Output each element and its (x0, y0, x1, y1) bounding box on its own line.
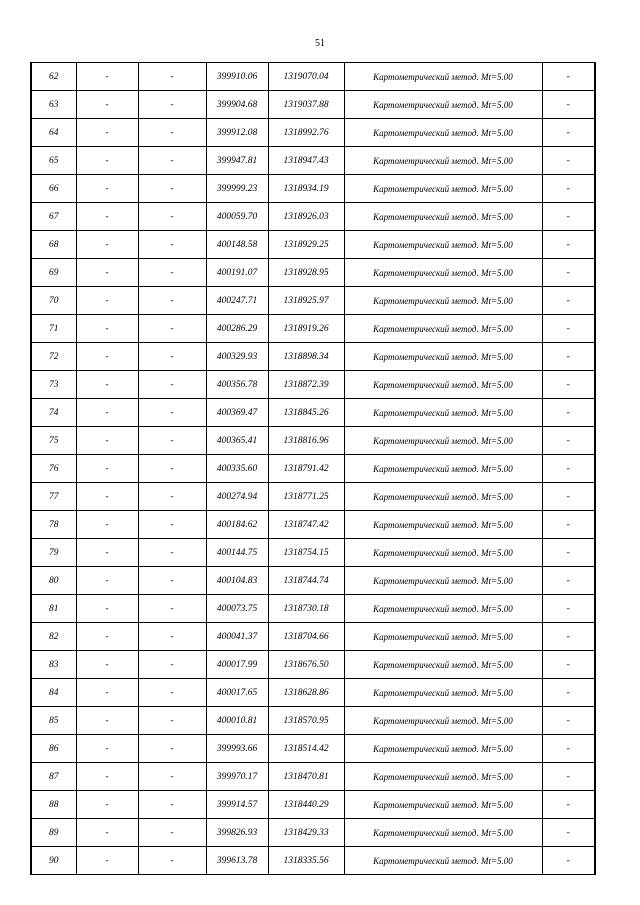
cell-x-coordinate: 400286.29 (206, 315, 268, 343)
cell-col-3: - (138, 595, 206, 623)
cell-point-number: 84 (32, 679, 76, 707)
table-row (32, 539, 594, 567)
cell-col-3: - (138, 371, 206, 399)
cell-y-coordinate: 1318928.95 (268, 259, 344, 287)
cell-method: Картометрический метод. Mt=5.00 (344, 847, 542, 875)
cell-y-coordinate: 1318925.97 (268, 287, 344, 315)
table-row (32, 595, 594, 623)
table-row (32, 287, 594, 315)
cell-col-7: - (542, 315, 594, 343)
cell-col-7: - (542, 455, 594, 483)
cell-col-3: - (138, 735, 206, 763)
cell-point-number: 64 (32, 119, 76, 147)
cell-col-3: - (138, 63, 206, 91)
cell-x-coordinate: 400017.99 (206, 651, 268, 679)
cell-method: Картометрический метод. Mt=5.00 (344, 819, 542, 847)
cell-point-number: 70 (32, 287, 76, 315)
cell-col-3: - (138, 483, 206, 511)
cell-y-coordinate: 1318747.42 (268, 511, 344, 539)
table-row (32, 147, 594, 175)
coordinates-table-container (30, 62, 596, 875)
cell-method: Картометрический метод. Mt=5.00 (344, 259, 542, 287)
cell-method: Картометрический метод. Mt=5.00 (344, 707, 542, 735)
cell-method: Картометрический метод. Mt=5.00 (344, 735, 542, 763)
cell-point-number: 66 (32, 175, 76, 203)
cell-method: Картометрический метод. Mt=5.00 (344, 539, 542, 567)
cell-col-7: - (542, 539, 594, 567)
cell-x-coordinate: 399999.23 (206, 175, 268, 203)
table-row (32, 427, 594, 455)
cell-y-coordinate: 1318771.25 (268, 483, 344, 511)
table-row (32, 679, 594, 707)
cell-x-coordinate: 400329.93 (206, 343, 268, 371)
cell-point-number: 62 (32, 63, 76, 91)
cell-y-coordinate: 1318872.39 (268, 371, 344, 399)
cell-col-3: - (138, 231, 206, 259)
cell-col-3: - (138, 203, 206, 231)
cell-method: Картометрический метод. Mt=5.00 (344, 455, 542, 483)
cell-x-coordinate: 399826.93 (206, 819, 268, 847)
cell-col-2: - (76, 315, 138, 343)
cell-col-2: - (76, 231, 138, 259)
table-row (32, 623, 594, 651)
cell-col-3: - (138, 91, 206, 119)
cell-x-coordinate: 400148.58 (206, 231, 268, 259)
cell-col-2: - (76, 91, 138, 119)
cell-y-coordinate: 1318898.34 (268, 343, 344, 371)
cell-point-number: 88 (32, 791, 76, 819)
cell-method: Картометрический метод. Mt=5.00 (344, 63, 542, 91)
cell-y-coordinate: 1318744.74 (268, 567, 344, 595)
table-row (32, 651, 594, 679)
cell-point-number: 71 (32, 315, 76, 343)
cell-x-coordinate: 400073.75 (206, 595, 268, 623)
cell-y-coordinate: 1318992.76 (268, 119, 344, 147)
cell-col-3: - (138, 763, 206, 791)
cell-col-7: - (542, 231, 594, 259)
cell-col-7: - (542, 259, 594, 287)
cell-x-coordinate: 399904.68 (206, 91, 268, 119)
table-row (32, 819, 594, 847)
cell-col-7: - (542, 707, 594, 735)
cell-col-2: - (76, 623, 138, 651)
cell-x-coordinate: 399910.06 (206, 63, 268, 91)
cell-col-3: - (138, 343, 206, 371)
cell-y-coordinate: 1318676.50 (268, 651, 344, 679)
cell-x-coordinate: 400247.71 (206, 287, 268, 315)
cell-col-2: - (76, 679, 138, 707)
cell-col-7: - (542, 399, 594, 427)
cell-col-3: - (138, 287, 206, 315)
cell-col-2: - (76, 651, 138, 679)
cell-method: Картометрический метод. Mt=5.00 (344, 427, 542, 455)
cell-x-coordinate: 400369.47 (206, 399, 268, 427)
table-row (32, 791, 594, 819)
cell-col-2: - (76, 203, 138, 231)
cell-col-7: - (542, 567, 594, 595)
cell-y-coordinate: 1318628.86 (268, 679, 344, 707)
cell-y-coordinate: 1318704.66 (268, 623, 344, 651)
cell-x-coordinate: 400059.70 (206, 203, 268, 231)
cell-x-coordinate: 399912.08 (206, 119, 268, 147)
cell-x-coordinate: 400335.60 (206, 455, 268, 483)
cell-point-number: 67 (32, 203, 76, 231)
cell-col-2: - (76, 735, 138, 763)
cell-method: Картометрический метод. Mt=5.00 (344, 679, 542, 707)
cell-col-7: - (542, 287, 594, 315)
table-row (32, 399, 594, 427)
cell-col-7: - (542, 427, 594, 455)
table-row (32, 371, 594, 399)
cell-method: Картометрический метод. Mt=5.00 (344, 175, 542, 203)
cell-method: Картометрический метод. Mt=5.00 (344, 623, 542, 651)
cell-col-3: - (138, 427, 206, 455)
cell-point-number: 83 (32, 651, 76, 679)
cell-y-coordinate: 1318816.96 (268, 427, 344, 455)
cell-col-7: - (542, 147, 594, 175)
cell-point-number: 87 (32, 763, 76, 791)
cell-x-coordinate: 399613.78 (206, 847, 268, 875)
cell-col-7: - (542, 623, 594, 651)
cell-method: Картометрический метод. Mt=5.00 (344, 119, 542, 147)
cell-col-2: - (76, 819, 138, 847)
cell-method: Картометрический метод. Mt=5.00 (344, 595, 542, 623)
cell-col-2: - (76, 343, 138, 371)
cell-y-coordinate: 1318470.81 (268, 763, 344, 791)
cell-col-3: - (138, 847, 206, 875)
cell-point-number: 76 (32, 455, 76, 483)
cell-method: Картометрический метод. Mt=5.00 (344, 315, 542, 343)
cell-method: Картометрический метод. Mt=5.00 (344, 483, 542, 511)
table-row (32, 847, 594, 875)
cell-col-3: - (138, 175, 206, 203)
table-row (32, 63, 594, 91)
cell-method: Картометрический метод. Mt=5.00 (344, 567, 542, 595)
cell-col-2: - (76, 763, 138, 791)
cell-col-2: - (76, 483, 138, 511)
cell-point-number: 72 (32, 343, 76, 371)
cell-point-number: 75 (32, 427, 76, 455)
cell-col-7: - (542, 371, 594, 399)
cell-col-3: - (138, 259, 206, 287)
cell-col-7: - (542, 119, 594, 147)
cell-method: Картометрический метод. Mt=5.00 (344, 343, 542, 371)
cell-y-coordinate: 1318947.43 (268, 147, 344, 175)
cell-col-7: - (542, 203, 594, 231)
cell-point-number: 78 (32, 511, 76, 539)
cell-col-2: - (76, 399, 138, 427)
cell-col-3: - (138, 455, 206, 483)
cell-col-2: - (76, 175, 138, 203)
cell-method: Картометрический метод. Mt=5.00 (344, 231, 542, 259)
cell-col-7: - (542, 483, 594, 511)
cell-x-coordinate: 400274.94 (206, 483, 268, 511)
cell-point-number: 69 (32, 259, 76, 287)
cell-method: Картометрический метод. Mt=5.00 (344, 203, 542, 231)
cell-y-coordinate: 1318754.15 (268, 539, 344, 567)
cell-y-coordinate: 1319070.04 (268, 63, 344, 91)
table-row (32, 707, 594, 735)
cell-x-coordinate: 400010.81 (206, 707, 268, 735)
table-row (32, 315, 594, 343)
coordinates-table (32, 63, 594, 874)
cell-col-2: - (76, 259, 138, 287)
cell-x-coordinate: 400104.83 (206, 567, 268, 595)
cell-point-number: 74 (32, 399, 76, 427)
cell-col-2: - (76, 511, 138, 539)
cell-x-coordinate: 400017.65 (206, 679, 268, 707)
cell-col-7: - (542, 343, 594, 371)
cell-y-coordinate: 1318791.42 (268, 455, 344, 483)
cell-col-7: - (542, 819, 594, 847)
cell-y-coordinate: 1319037.88 (268, 91, 344, 119)
table-row (32, 735, 594, 763)
cell-point-number: 65 (32, 147, 76, 175)
cell-y-coordinate: 1318335.56 (268, 847, 344, 875)
table-row (32, 203, 594, 231)
cell-x-coordinate: 399914.57 (206, 791, 268, 819)
cell-point-number: 81 (32, 595, 76, 623)
cell-y-coordinate: 1318919.26 (268, 315, 344, 343)
cell-x-coordinate: 400356.78 (206, 371, 268, 399)
cell-col-3: - (138, 511, 206, 539)
cell-y-coordinate: 1318429.33 (268, 819, 344, 847)
cell-point-number: 77 (32, 483, 76, 511)
cell-col-3: - (138, 539, 206, 567)
cell-method: Картометрический метод. Mt=5.00 (344, 287, 542, 315)
cell-col-7: - (542, 735, 594, 763)
cell-col-2: - (76, 791, 138, 819)
cell-point-number: 82 (32, 623, 76, 651)
table-body (32, 63, 594, 874)
cell-x-coordinate: 400041.37 (206, 623, 268, 651)
table-row (32, 175, 594, 203)
cell-col-2: - (76, 539, 138, 567)
cell-col-7: - (542, 679, 594, 707)
cell-x-coordinate: 400144.75 (206, 539, 268, 567)
cell-col-3: - (138, 679, 206, 707)
page-number: 51 (315, 38, 325, 49)
cell-col-2: - (76, 707, 138, 735)
cell-y-coordinate: 1318845.26 (268, 399, 344, 427)
cell-col-7: - (542, 791, 594, 819)
cell-col-7: - (542, 63, 594, 91)
cell-x-coordinate: 400184.62 (206, 511, 268, 539)
cell-y-coordinate: 1318514.42 (268, 735, 344, 763)
cell-col-2: - (76, 427, 138, 455)
cell-col-2: - (76, 595, 138, 623)
cell-col-2: - (76, 567, 138, 595)
cell-point-number: 85 (32, 707, 76, 735)
cell-x-coordinate: 399993.66 (206, 735, 268, 763)
cell-method: Картометрический метод. Mt=5.00 (344, 791, 542, 819)
cell-col-3: - (138, 315, 206, 343)
cell-y-coordinate: 1318730.18 (268, 595, 344, 623)
cell-col-2: - (76, 287, 138, 315)
cell-x-coordinate: 399947.81 (206, 147, 268, 175)
cell-col-3: - (138, 791, 206, 819)
cell-x-coordinate: 400365.41 (206, 427, 268, 455)
cell-col-7: - (542, 595, 594, 623)
table-row (32, 343, 594, 371)
cell-y-coordinate: 1318929.25 (268, 231, 344, 259)
table-row (32, 91, 594, 119)
cell-col-2: - (76, 147, 138, 175)
cell-col-3: - (138, 399, 206, 427)
cell-method: Картометрический метод. Mt=5.00 (344, 763, 542, 791)
cell-col-7: - (566, 855, 570, 866)
cell-col-7: - (542, 511, 594, 539)
cell-point-number: 68 (32, 231, 76, 259)
table-row (32, 567, 594, 595)
cell-point-number: 90 (32, 847, 76, 875)
table-row (32, 763, 594, 791)
cell-col-3: - (138, 651, 206, 679)
cell-method: Картометрический метод. Mt=5.00 (344, 651, 542, 679)
cell-method: Картометрический метод. Mt=5.00 (344, 91, 542, 119)
cell-col-7: - (542, 175, 594, 203)
cell-y-coordinate: 1318570.95 (268, 707, 344, 735)
cell-col-2: - (76, 119, 138, 147)
cell-method: Картометрический метод. Mt=5.00 (344, 147, 542, 175)
cell-col-7: - (542, 91, 594, 119)
cell-y-coordinate: 1318934.19 (268, 175, 344, 203)
table-row (32, 483, 594, 511)
cell-x-coordinate: 400191.07 (206, 259, 268, 287)
table-row (32, 259, 594, 287)
cell-point-number: 79 (32, 539, 76, 567)
cell-method: Картометрический метод. Mt=5.00 (344, 399, 542, 427)
cell-col-3: - (138, 119, 206, 147)
cell-x-coordinate: 399970.17 (206, 763, 268, 791)
cell-y-coordinate: 1318926.03 (268, 203, 344, 231)
cell-point-number: 89 (32, 819, 76, 847)
cell-col-7: - (542, 651, 594, 679)
table-row (32, 231, 594, 259)
cell-col-3: - (138, 623, 206, 651)
cell-col-3: - (138, 819, 206, 847)
cell-method: Картометрический метод. Mt=5.00 (344, 371, 542, 399)
cell-y-coordinate: 1318440.29 (268, 791, 344, 819)
cell-col-2: - (76, 371, 138, 399)
table-row (32, 511, 594, 539)
cell-point-number: 80 (32, 567, 76, 595)
cell-col-2: - (76, 455, 138, 483)
cell-method: Картометрический метод. Mt=5.00 (344, 511, 542, 539)
cell-col-2: - (76, 63, 138, 91)
cell-point-number: 63 (32, 91, 76, 119)
cell-col-3: - (138, 147, 206, 175)
cell-col-3: - (138, 567, 206, 595)
cell-col-2: - (76, 847, 138, 875)
table-row (32, 119, 594, 147)
table-row (32, 455, 594, 483)
cell-point-number: 73 (32, 371, 76, 399)
cell-point-number: 86 (32, 735, 76, 763)
cell-col-3: - (138, 707, 206, 735)
cell-col-7: - (542, 763, 594, 791)
